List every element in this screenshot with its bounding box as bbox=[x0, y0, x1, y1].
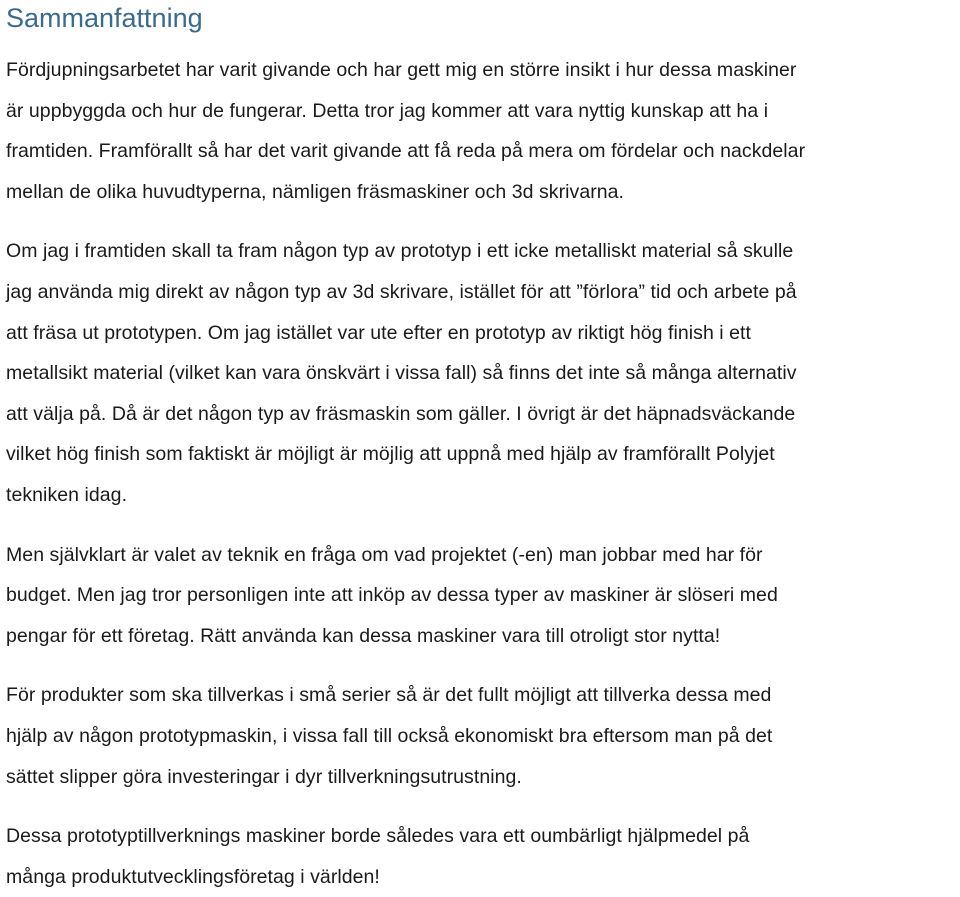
paragraph-line: att fräsa ut prototypen. Om jag istället var ute efter en prototyp av riktigt hög finish i ett bbox=[6, 321, 751, 344]
section-heading: Sammanfattning bbox=[6, 3, 203, 33]
paragraph-line: budget. Men jag tror personligen inte att inköp av dessa typer av maskiner är slöseri med bbox=[6, 584, 778, 607]
paragraph-line: hjälp av någon prototypmaskin, i vissa fall till också ekonomiskt bra eftersom man på det bbox=[6, 724, 773, 747]
paragraph-line: sättet slipper göra investeringar i dyr tillverkningsutrustning. bbox=[6, 765, 522, 788]
paragraph-2 bbox=[6, 231, 954, 515]
paragraph-line: vilket hög finish som faktiskt är möjligt är möjlig att uppnå med hjälp av framförallt Polyjet bbox=[6, 443, 775, 466]
paragraph-line: mellan de olika huvudtyperna, nämligen fräsmaskiner och 3d skrivarna. bbox=[6, 180, 625, 203]
paragraph-5 bbox=[6, 816, 954, 897]
paragraph-line: är uppbyggda och hur de fungerar. Detta tror jag kommer att vara nyttig kunskap att ha i bbox=[6, 99, 769, 122]
document-page bbox=[6, 0, 954, 897]
paragraph-line: jag använda mig direkt av någon typ av 3d skrivare, istället för att ”förlora” tid och arbete på bbox=[6, 280, 797, 303]
paragraph-line: Fördjupningsarbetet har varit givande och har gett mig en större insikt i hur dessa maskiner bbox=[6, 59, 797, 81]
paragraph-line: pengar för ett företag. Rätt använda kan dessa maskiner vara till otroligt stor nytta! bbox=[6, 624, 721, 647]
paragraph-line: Dessa prototyptillverknings maskiner borde således vara ett oumbärligt hjälpmedel på bbox=[6, 825, 750, 848]
paragraph-line: tekniken idag. bbox=[6, 483, 128, 506]
paragraph-line: många produktutvecklingsföretag i världen! bbox=[6, 865, 380, 888]
paragraph-1 bbox=[6, 50, 954, 212]
paragraph-4 bbox=[6, 675, 954, 797]
paragraph-line: framtiden. Framförallt så har det varit givande att få reda på mera om fördelar och nackdelar bbox=[6, 140, 806, 163]
paragraph-line: För produkter som ska tillverkas i små serier så är det fullt möjligt att tillverka dessa med bbox=[6, 684, 772, 707]
paragraph-line: metallsikt material (vilket kan vara önskvärt i vissa fall) så finns det inte så många alternativ bbox=[6, 362, 797, 385]
paragraph-line: att välja på. Då är det någon typ av fräsmaskin som gäller. I övrigt är det häpnadsväckande bbox=[6, 402, 796, 425]
paragraph-3 bbox=[6, 535, 954, 657]
paragraph-line: Men självklart är valet av teknik en fråga om vad projektet (-en) man jobbar med har för bbox=[6, 543, 763, 566]
paragraph-line: Om jag i framtiden skall ta fram någon typ av prototyp i ett icke metalliskt material så skulle bbox=[6, 240, 794, 263]
